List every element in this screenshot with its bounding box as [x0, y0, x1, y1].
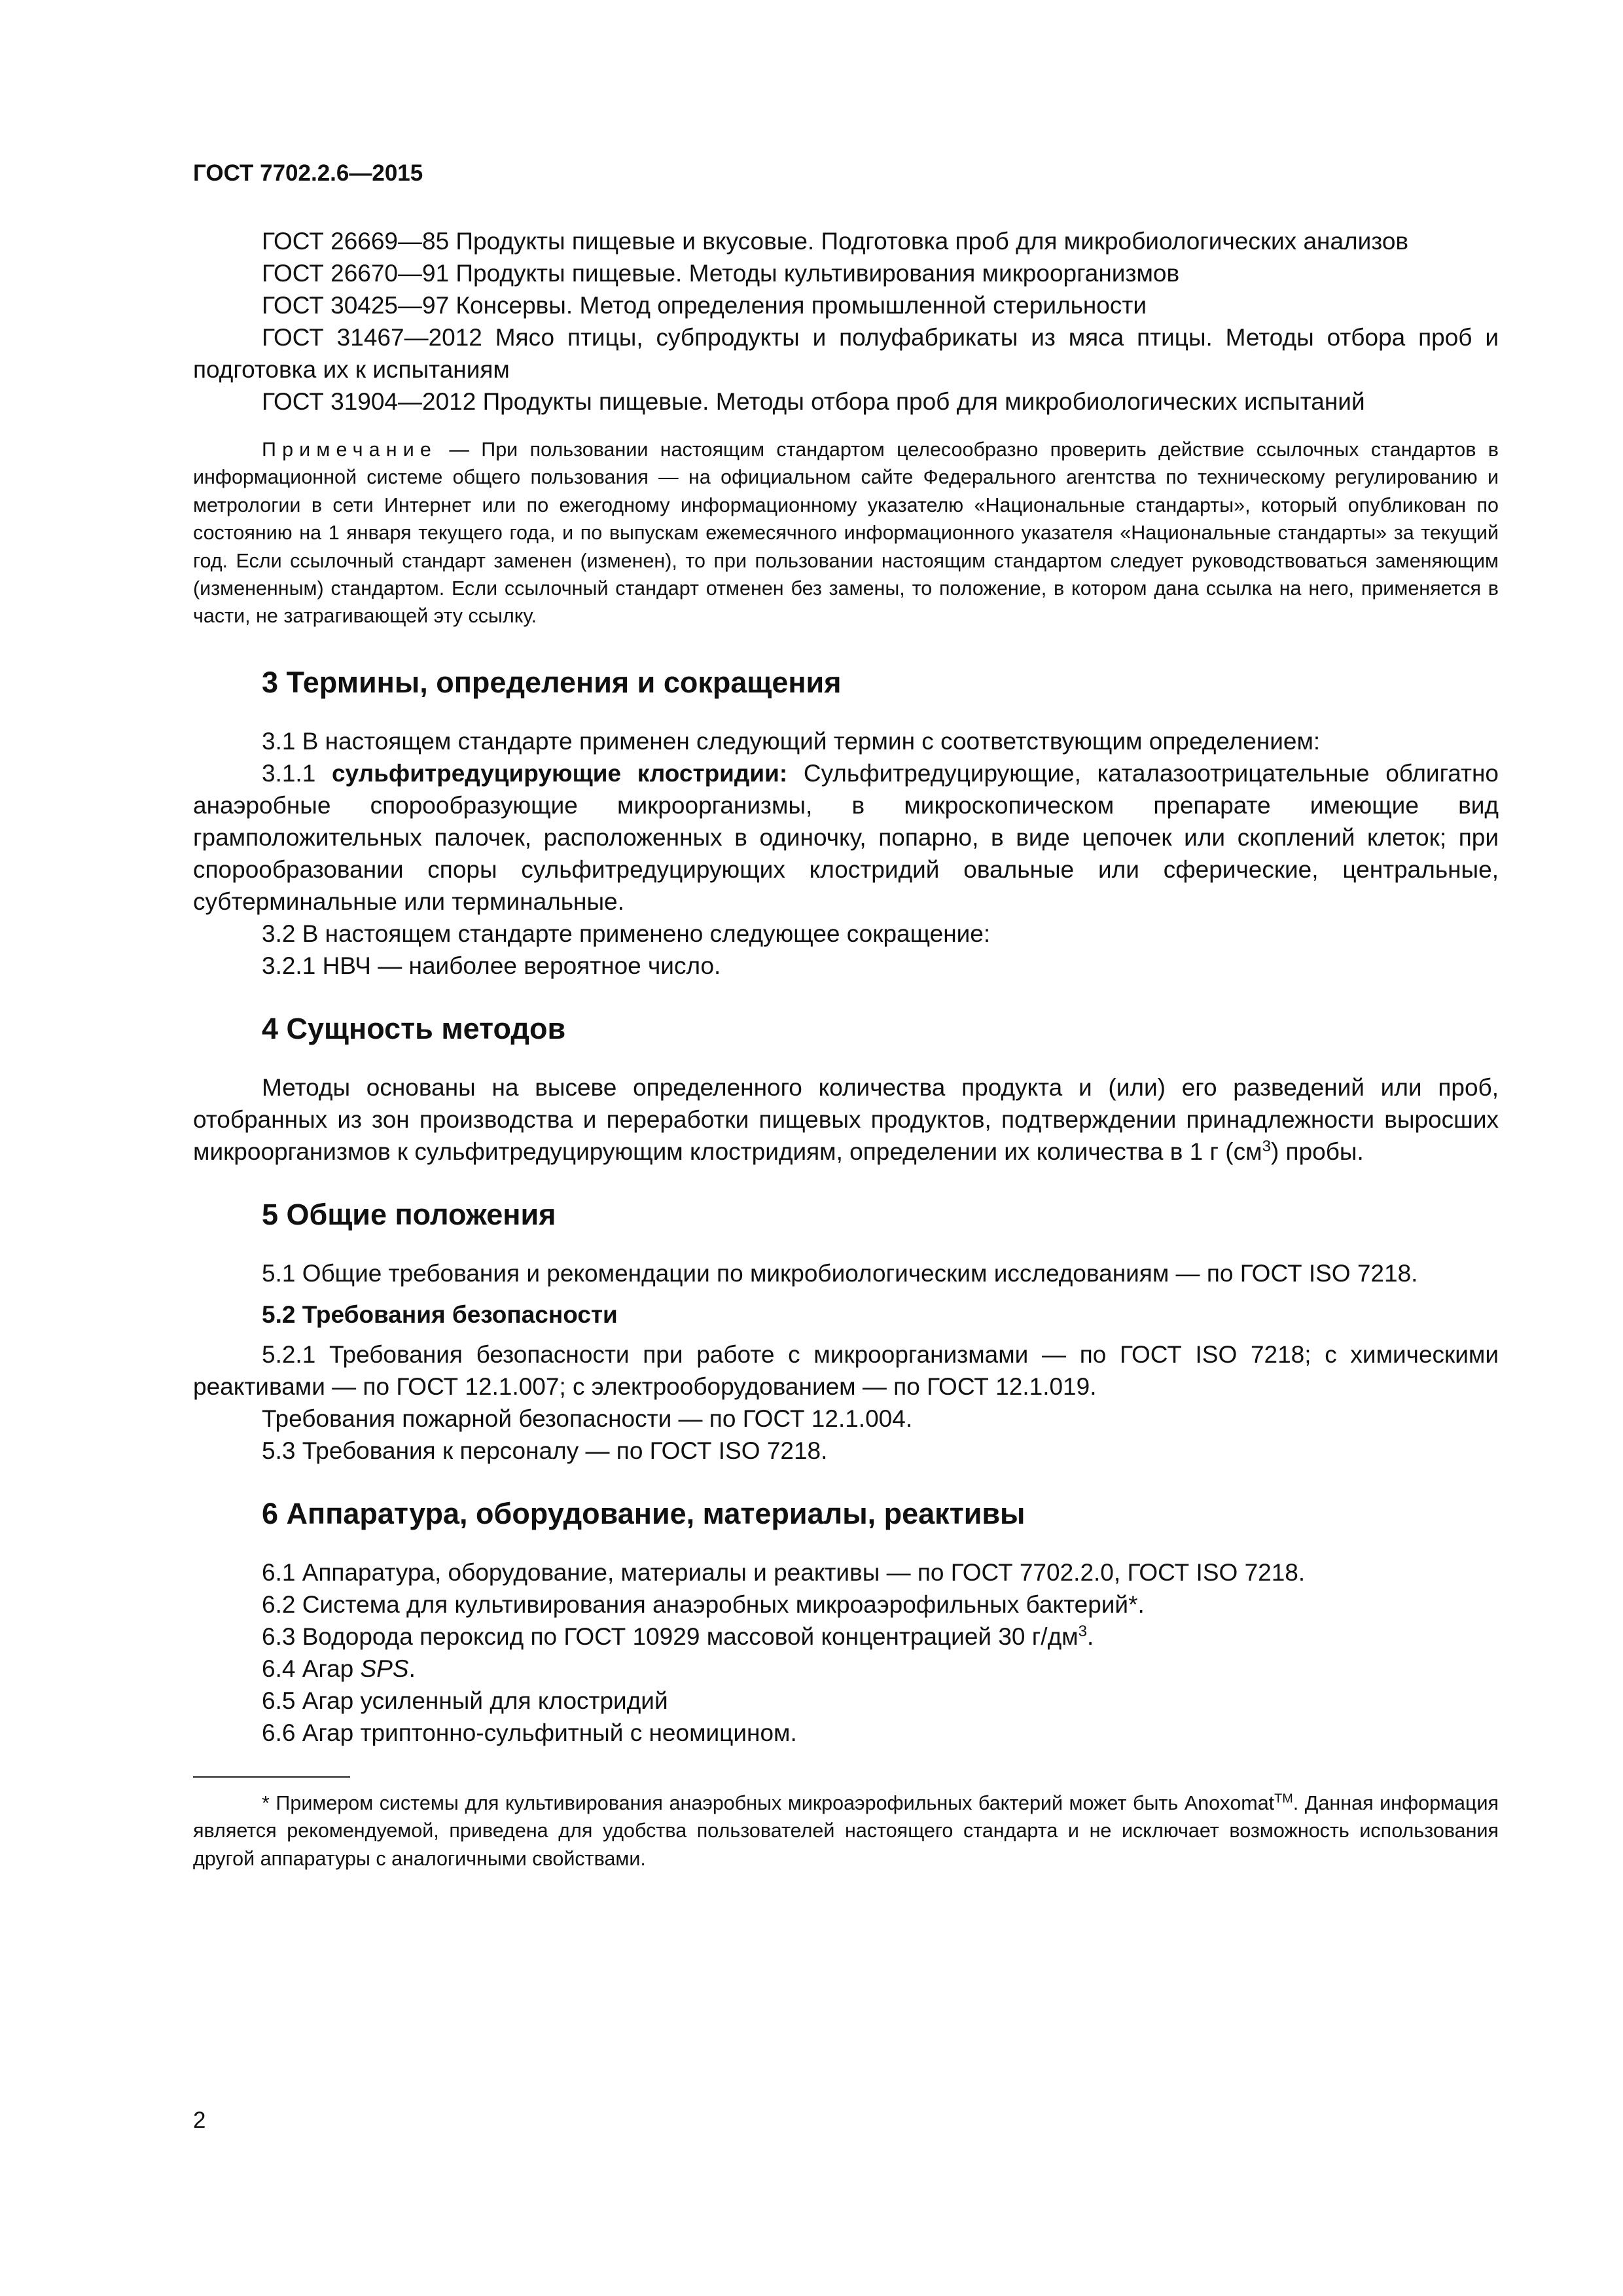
superscript: TM	[1274, 1791, 1293, 1806]
paragraph-6-2: 6.2 Система для культивирования анаэробных микроаэрофильных бактерий*.	[262, 1590, 1145, 1618]
term-number: 3.1.1	[262, 759, 332, 787]
paragraph-3-1-1	[193, 757, 1499, 918]
section-4-body	[193, 1071, 1499, 1168]
section-3-body	[193, 725, 1499, 982]
paragraph-6-5: 6.5 Агар усиленный для клостридий	[262, 1687, 668, 1714]
page-number: 2	[193, 2108, 206, 2133]
paragraph-6-1: 6.1 Аппаратура, оборудование, материалы и реактивы — по ГОСТ 7702.2.0, ГОСТ ISO 7218.	[262, 1558, 1306, 1586]
paragraph-5-1: 5.1 Общие требования и рекомендации по микробиологическим исследованиям — по ГОСТ ISO 7218.	[262, 1259, 1418, 1287]
section-5-body	[193, 1257, 1499, 1467]
note-label: Примечание	[262, 439, 438, 461]
running-header: ГОСТ 7702.2.6—2015	[193, 160, 423, 186]
paragraph-6-4-italic: SPS	[360, 1655, 409, 1682]
superscript: 3	[1262, 1137, 1271, 1155]
paragraph-6-6: 6.6 Агар триптонно-сульфитный с неомицином.	[262, 1719, 797, 1746]
subsection-5-2-heading: 5.2 Требования безопасности	[262, 1300, 618, 1328]
footnote-divider	[193, 1776, 350, 1778]
paragraph-6-4	[193, 1653, 1499, 1685]
paragraph-4-text-end: ) пробы.	[1270, 1138, 1364, 1165]
reference-item: ГОСТ 26669—85 Продукты пищевые и вкусовые. Подготовка проб для микробиологических анализов	[262, 228, 1409, 255]
paragraph-5-2-1: 5.2.1 Требования безопасности при работе с микроорганизмами — по ГОСТ ISO 7218; с химическими реактивами — по ГОСТ 12.1.007; с электрооборудованием — по ГОСТ 12.1.019.	[193, 1340, 1499, 1400]
paragraph-6-4-end: .	[408, 1655, 416, 1682]
paragraph-6-4-text: 6.4 Агар	[262, 1655, 361, 1682]
paragraph-3-2: 3.2 В настоящем стандарте применено следующее сокращение:	[262, 920, 991, 947]
reference-item: ГОСТ 31467—2012 Мясо птицы, субпродукты и полуфабрикаты из мяса птицы. Методы отбора проб и подготовка их к испытаниям	[193, 324, 1499, 383]
section-3-heading: 3 Термины, определения и сокращения	[262, 665, 842, 699]
term-definition: Сульфитредуцирующие, каталазоотрицательные облигатно анаэробные спорообразующие микроорганизмы, в микроскопическом препарате имеющие вид грамположительных палочек, расположенных в одиночку, попарно, в виде цепочек или скоплений клеток; при спорообразовании споры сульфитредуцирующих клостридий овальные или сферические, центральные, субтерминальные или терминальные.	[193, 759, 1499, 915]
reference-item: ГОСТ 30425—97 Консервы. Метод определения промышленной стерильности	[262, 292, 1147, 319]
paragraph-3-1: 3.1 В настоящем стандарте применен следующий термин с соответствующим определением:	[262, 727, 1321, 755]
paragraph-5-3: 5.3 Требования к персоналу — по ГОСТ ISO 7218.	[262, 1437, 828, 1464]
note-text: — При пользовании настоящим стандартом целесообразно проверить действие ссылочных стандартов в информационной системе общего пользования — на официальном сайте Федерального агентства по техническому регулированию и метрологии в сети Интернет или по ежегодному информационному указателю «Национальные стандарты», который опубликован по состоянию на 1 января текущего года, и по выпускам ежемесячного информационного указателя «Национальные стандарты» за текущий год. Если ссылочный стандарт заменен (изменен), то при пользовании настоящим стандартом следует руководствоваться заменяющим (измененным) стандартом. Если ссылочный стандарт отменен без замены, то положение, в котором дана ссылка на него, применяется в части, не затрагивающей эту ссылку.	[193, 439, 1499, 628]
references-note	[193, 436, 1499, 630]
paragraph-fire-safety: Требования пожарной безопасности — по ГОСТ 12.1.004.	[262, 1405, 913, 1432]
footnote-text-end: . Данная информация является рекомендуемой, приведена для удобства пользователей настоящего стандарта и не исключает возможность использования другой аппаратуры с аналогичными свойствами.	[193, 1791, 1499, 1870]
paragraph-6-3-end: .	[1086, 1623, 1094, 1650]
paragraph-6-3	[193, 1621, 1499, 1653]
section-4-heading: 4 Сущность методов	[262, 1011, 566, 1045]
footnote-text: * Примером системы для культивирования анаэробных микроаэрофильных бактерий может быть Anoxomat	[262, 1791, 1275, 1814]
reference-item: ГОСТ 26670—91 Продукты пищевые. Методы культивирования микроорганизмов	[262, 260, 1180, 287]
normative-references-list	[193, 225, 1499, 418]
section-6-heading: 6 Аппаратура, оборудование, материалы, реактивы	[262, 1496, 1026, 1530]
section-6-body	[193, 1556, 1499, 1749]
reference-item: ГОСТ 31904—2012 Продукты пищевые. Методы отбора проб для микробиологических испытаний	[262, 388, 1365, 415]
section-5-heading: 5 Общие положения	[262, 1197, 556, 1231]
paragraph-4	[193, 1071, 1499, 1168]
page-content	[193, 157, 1499, 1873]
footnote	[193, 1789, 1499, 1873]
term-name: сульфитредуцирующие клостридии:	[331, 759, 788, 787]
superscript: 3	[1078, 1622, 1087, 1640]
paragraph-3-2-1: 3.2.1 НВЧ — наиболее вероятное число.	[262, 952, 721, 979]
paragraph-4-text: Методы основаны на высеве определенного количества продукта и (или) его разведений или проб, отобранных из зон производства и переработки пищевых продуктов, подтверждении принадлежности выросших микроорганизмов к сульфитредуцирующим клостридиям, определении их количества в 1 г (см	[193, 1073, 1499, 1165]
paragraph-6-3-text: 6.3 Водорода пероксид по ГОСТ 10929 массовой концентрацией 30 г/дм	[262, 1623, 1079, 1650]
